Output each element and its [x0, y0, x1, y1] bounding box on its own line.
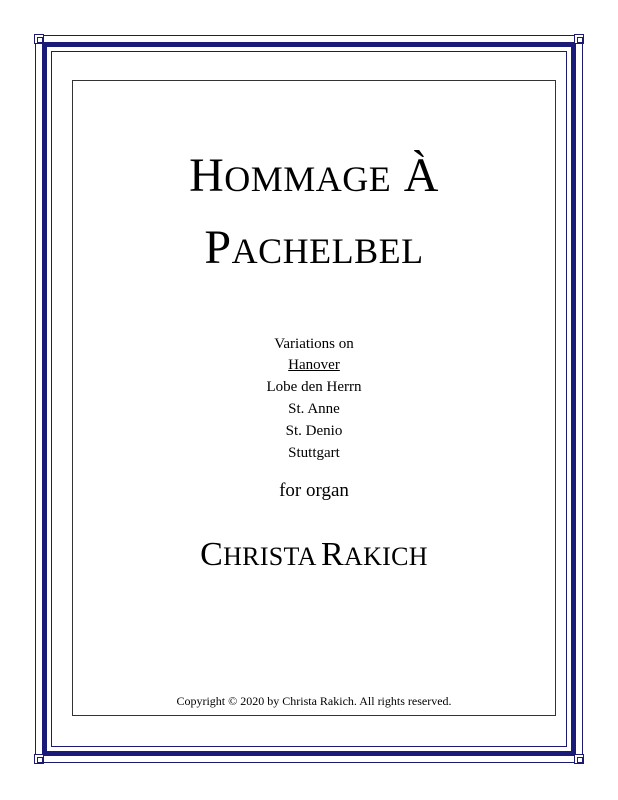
- tune-st-anne: St. Anne: [288, 401, 340, 417]
- tune-st-denio: St. Denio: [285, 423, 343, 439]
- composer-name: [72, 536, 556, 574]
- composer-last-name: AKICH: [344, 542, 428, 571]
- title-accent: À: [391, 149, 439, 202]
- corner-ornament-bottom-right: [574, 754, 584, 764]
- tune-stuttgart: Stuttgart: [288, 445, 340, 461]
- title-word: OMMAGE: [224, 159, 392, 199]
- corner-ornament-top-left: [34, 34, 44, 44]
- title-line-1: [72, 148, 556, 203]
- title-initial: H: [189, 149, 225, 202]
- title-line-2: [72, 220, 556, 275]
- tune-lobe-den-herrn: Lobe den Herrn: [266, 379, 362, 395]
- corner-ornament-bottom-left: [34, 754, 44, 764]
- composer-initial: C: [200, 536, 224, 573]
- title-initial: P: [204, 221, 232, 274]
- corner-ornament-top-right: [574, 34, 584, 44]
- composer-first-name: HRISTA: [223, 542, 317, 571]
- composer-initial: R: [321, 536, 345, 573]
- copyright-notice: Copyright © 2020 by Christa Rakich. All rights reserved.: [176, 694, 452, 708]
- title-word: ACHELBEL: [231, 231, 424, 271]
- tune-hanover: Hanover: [288, 357, 340, 373]
- instrument-label: for organ: [279, 480, 349, 501]
- variations-intro: Variations on: [274, 336, 354, 352]
